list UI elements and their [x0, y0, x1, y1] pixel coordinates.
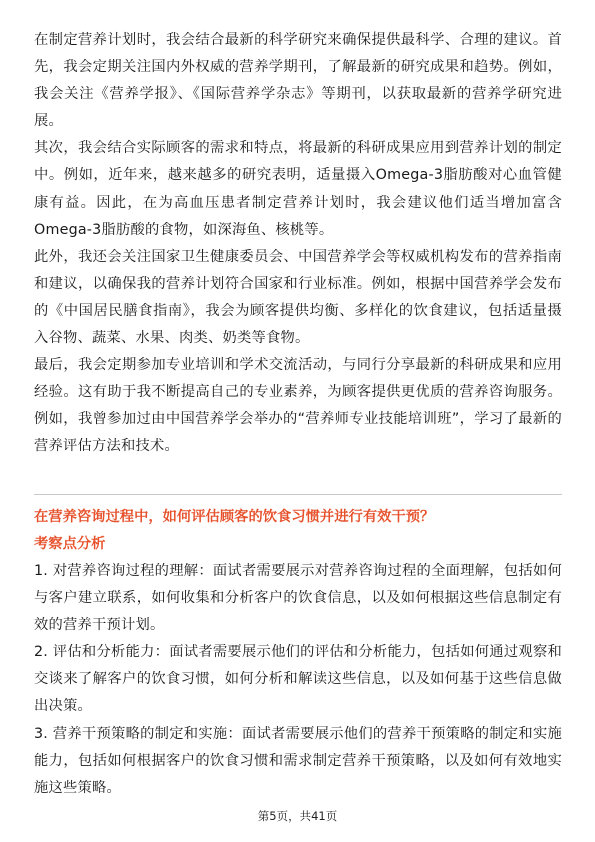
question-block	[34, 504, 562, 802]
paragraph: 最后，我会定期参加专业培训和学术交流活动，与同行分享最新的科研成果和应用经验。这有助于我不断提高自己的专业素养，为顾客提供更优质的营养咨询服务。例如，我曾参加过由中国营养学会举办的“营养师专业技能培训班”，学习了最新的营养评估方法和技术。	[34, 357, 562, 455]
analysis-point: 2. 评估和分析能力：面试者需要展示他们的评估和分析能力，包括如何通过观察和交谈来了解客户的饮食习惯，如何分析和解读这些信息，以及如何基于这些信息做出决策。	[34, 644, 562, 715]
analysis-point: 3. 营养干预策略的制定和实施：面试者需要展示他们的营养干预策略的制定和实施能力，包括如何根据客户的饮食习惯和需求制定营养干预策略，以及如何有效地实施这些策略。	[34, 725, 562, 796]
paragraph: 在制定营养计划时，我会结合最新的科学研究来确保提供最科学、合理的建议。首先，我会定期关注国内外权威的营养学期刊，了解最新的研究成果和趋势。例如，我会关注《营养学报》、《国际营养学杂志》等期刊，以获取最新的营养学研究进展。	[34, 32, 562, 130]
question-title: 在营养咨询过程中，如何评估顾客的饮食习惯并进行有效干预？	[34, 509, 435, 525]
paragraph: 此外，我还会关注国家卫生健康委员会、中国营养学会等权威机构发布的营养指南和建议，以确保我的营养计划符合国家和行业标准。例如，根据中国营养学会发布的《中国居民膳食指南》，我会为顾客提供均衡、多样化的饮食建议，包括适量摄入谷物、蔬菜、水果、肉类、奶类等食物。	[34, 248, 562, 347]
page-number: 第5页，共41页	[257, 809, 338, 823]
analysis-point: 1. 对营养咨询过程的理解：面试者需要展示对营养咨询过程的全面理解，包括如何与客户建立联系，如何收集和分析客户的饮食信息，以及如何根据这些信息制定有效的营养干预计划。	[34, 563, 562, 634]
answer-body	[34, 27, 562, 461]
paragraph: 其次，我会结合实际顾客的需求和特点，将最新的科研成果应用到营养计划的制定中。例如，近年来，越来越多的研究表明，适量摄入Omega-3脂肪酸对心血管健康有益。因此，在为高血压患者制定营养计划时，我会建议他们适当增加富含Omega-3脂肪酸的食物，如深海鱼、核桃等。	[34, 140, 562, 238]
analysis-heading: 考察点分析	[34, 536, 106, 552]
section-divider	[34, 494, 562, 495]
